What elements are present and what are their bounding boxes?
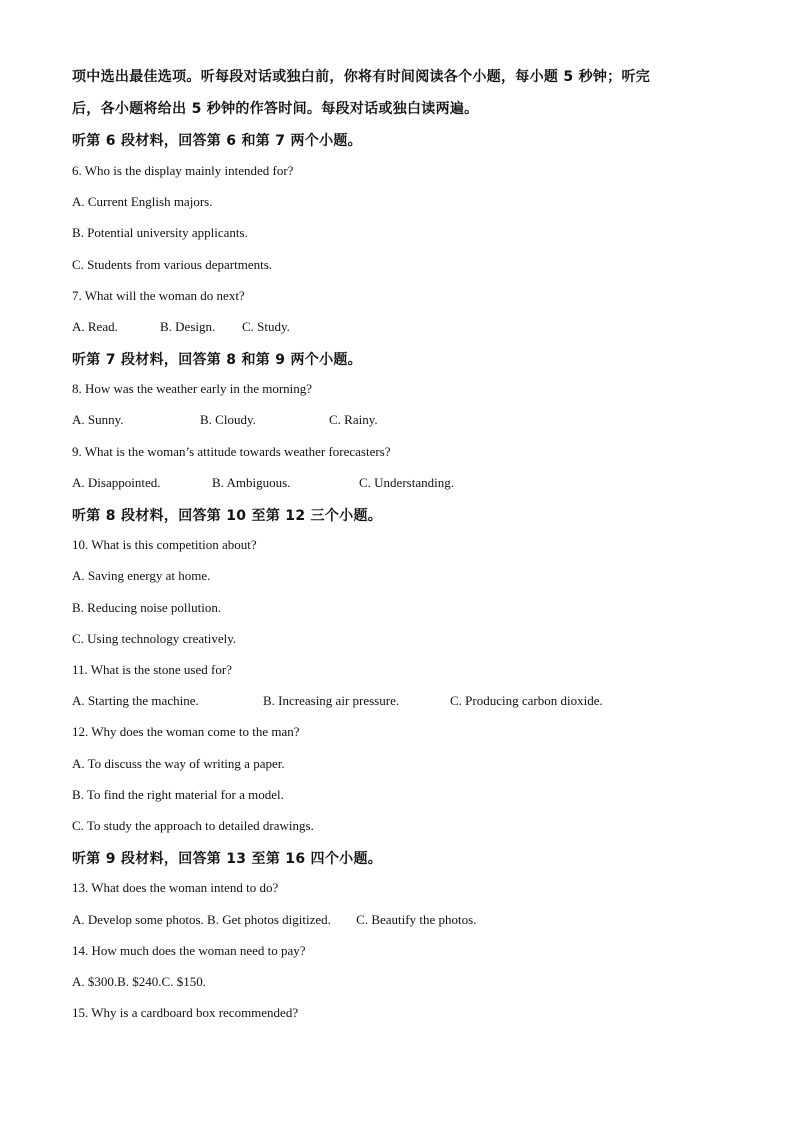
question-9-option-c: C. Understanding. bbox=[359, 475, 454, 490]
question-9-stem: 9. What is the woman’s attitude towards weather forecasters? bbox=[72, 444, 391, 459]
section-heading-9: 听第 9 段材料，回答第 13 至第 16 四个小题。 bbox=[72, 851, 383, 867]
question-6-option-a: A. Current English majors. bbox=[72, 194, 213, 209]
question-13-stem: 13. What does the woman intend to do? bbox=[72, 880, 279, 895]
question-10-option-c: C. Using technology creatively. bbox=[72, 631, 237, 646]
question-13-option-b: B. Get photos digitized. bbox=[207, 912, 331, 927]
question-12-stem: 12. Why does the woman come to the man? bbox=[72, 724, 300, 739]
question-8-option-b: B. Cloudy. bbox=[200, 412, 256, 427]
question-13-option-a: A. Develop some photos. bbox=[72, 912, 204, 927]
question-10-stem: 10. What is this competition about? bbox=[72, 537, 257, 552]
question-11-option-c: C. Producing carbon dioxide. bbox=[450, 693, 603, 708]
question-12-option-b: B. To find the right material for a model. bbox=[72, 787, 284, 802]
question-12-option-a: A. To discuss the way of writing a paper. bbox=[72, 756, 285, 771]
question-7-options bbox=[72, 319, 290, 335]
question-9-option-a: A. Disappointed. bbox=[72, 475, 161, 490]
question-7-option-a: A. Read. bbox=[72, 319, 118, 334]
question-12-option-c: C. To study the approach to detailed drawings. bbox=[72, 818, 314, 833]
question-11-options bbox=[72, 693, 603, 709]
intro-line-2: 后，各小题将给出 5 秒钟的作答时间。每段对话或独白读两遍。 bbox=[72, 101, 479, 117]
question-14-options: A. $300.B. $240.C. $150. bbox=[72, 974, 206, 989]
intro-line-1: 项中选出最佳选项。听每段对话或独白前，你将有时间阅读各个小题，每小题 5 秒钟；听完 bbox=[72, 69, 651, 85]
question-8-option-a: A. Sunny. bbox=[72, 412, 124, 427]
question-13-options bbox=[72, 912, 476, 928]
question-6-option-b: B. Potential university applicants. bbox=[72, 225, 248, 240]
question-8-stem: 8. How was the weather early in the morning? bbox=[72, 381, 313, 396]
section-heading-6: 听第 6 段材料，回答第 6 和第 7 两个小题。 bbox=[72, 133, 362, 149]
question-15-stem: 15. Why is a cardboard box recommended? bbox=[72, 1005, 299, 1020]
question-6-stem: 6. Who is the display mainly intended for? bbox=[72, 163, 294, 178]
question-7-stem: 7. What will the woman do next? bbox=[72, 288, 245, 303]
question-13-option-c: C. Beautify the photos. bbox=[356, 912, 477, 927]
question-11-option-b: B. Increasing air pressure. bbox=[263, 693, 400, 708]
question-11-stem: 11. What is the stone used for? bbox=[72, 662, 232, 677]
question-9-options bbox=[72, 475, 454, 491]
section-heading-8: 听第 8 段材料，回答第 10 至第 12 三个小题。 bbox=[72, 508, 383, 524]
question-8-options bbox=[72, 412, 378, 428]
question-6-option-c: C. Students from various departments. bbox=[72, 257, 273, 272]
question-14-stem: 14. How much does the woman need to pay? bbox=[72, 943, 306, 958]
question-9-option-b: B. Ambiguous. bbox=[212, 475, 291, 490]
question-10-option-a: A. Saving energy at home. bbox=[72, 568, 211, 583]
question-8-option-c: C. Rainy. bbox=[329, 412, 378, 427]
question-10-option-b: B. Reducing noise pollution. bbox=[72, 600, 222, 615]
question-7-option-b: B. Design. bbox=[160, 319, 216, 334]
section-heading-7: 听第 7 段材料，回答第 8 和第 9 两个小题。 bbox=[72, 352, 362, 368]
question-11-option-a: A. Starting the machine. bbox=[72, 693, 199, 708]
question-7-option-c: C. Study. bbox=[242, 319, 290, 334]
